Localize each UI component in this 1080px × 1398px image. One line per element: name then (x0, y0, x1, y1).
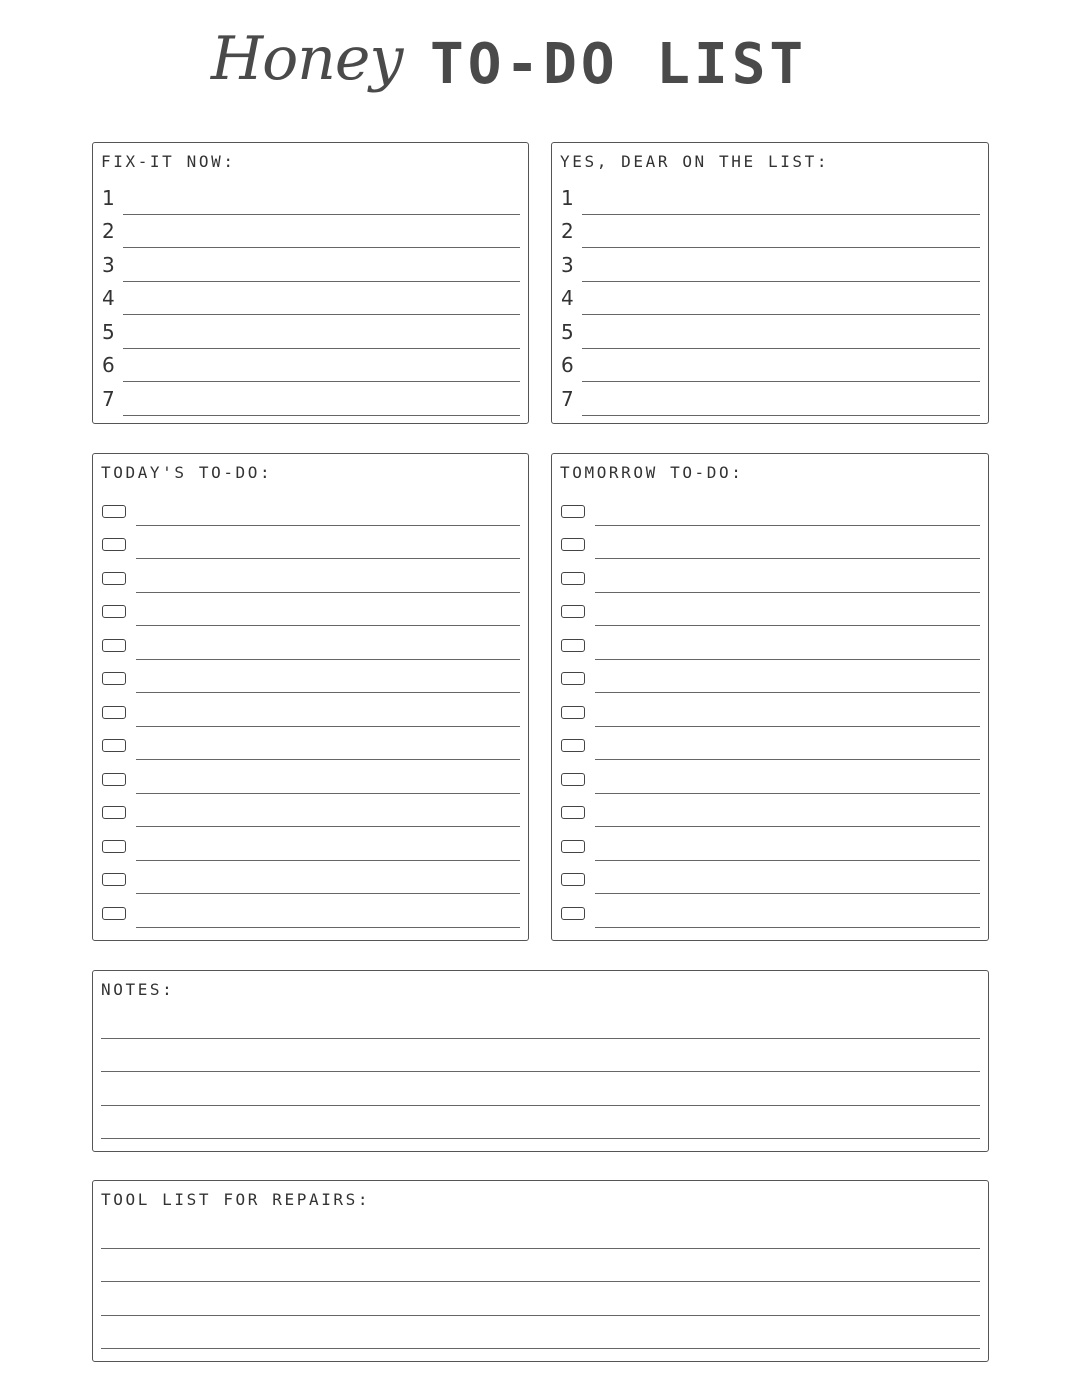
yes-dear-row-number: 1 (561, 185, 574, 210)
notes-row (93, 1106, 988, 1140)
tomorrow-todo-heading: TOMORROW TO-DO: (560, 463, 744, 482)
yes-dear-row-number: 5 (561, 319, 574, 344)
yes-dear-row-number: 7 (561, 386, 574, 411)
yes-dear-row-number: 2 (561, 219, 574, 243)
yes-dear-row-number: 4 (561, 286, 574, 310)
tomorrow-todo-item (552, 559, 988, 593)
tomorrow-todo-checkbox[interactable] (561, 806, 585, 819)
tool-list-write-line[interactable] (101, 1348, 980, 1349)
tomorrow-todo-checkbox[interactable] (561, 505, 585, 518)
tomorrow-todo-checkbox[interactable] (561, 706, 585, 719)
fix-it-now-row (93, 215, 528, 249)
tomorrow-todo-checkbox[interactable] (561, 639, 585, 652)
todays-todo-heading: TODAY'S TO-DO: (101, 463, 273, 482)
fix-it-now-row-number: 5 (102, 319, 115, 344)
tomorrow-todo-item (552, 727, 988, 761)
todays-todo-item (93, 526, 528, 560)
yes-dear-row (552, 215, 988, 249)
tomorrow-todo-item (552, 526, 988, 560)
tomorrow-todo-checkbox[interactable] (561, 773, 585, 786)
fix-it-now-row (93, 349, 528, 383)
tomorrow-todo-checkbox[interactable] (561, 907, 585, 920)
tomorrow-todo-checkbox[interactable] (561, 840, 585, 853)
todays-todo-section (92, 453, 529, 941)
yes-dear-row (552, 349, 988, 383)
fix-it-now-section (92, 142, 529, 424)
yes-dear-row (552, 382, 988, 416)
todays-todo-item (93, 861, 528, 895)
todays-todo-checkbox[interactable] (102, 840, 126, 853)
title-script-word: Honey (210, 24, 403, 94)
fix-it-now-heading: FIX-IT NOW: (101, 152, 236, 171)
tomorrow-todo-item (552, 861, 988, 895)
todays-todo-item (93, 626, 528, 660)
fix-it-now-row (93, 282, 528, 316)
tomorrow-todo-section (551, 453, 989, 941)
todays-todo-checkbox[interactable] (102, 806, 126, 819)
tomorrow-todo-write-line[interactable] (595, 927, 980, 928)
todays-todo-item (93, 593, 528, 627)
notes-row (93, 1039, 988, 1073)
yes-dear-row-number: 3 (561, 252, 574, 277)
fix-it-now-row (93, 248, 528, 282)
fix-it-now-write-line[interactable] (123, 415, 520, 416)
fix-it-now-row-number: 7 (102, 386, 115, 411)
todays-todo-write-line[interactable] (136, 927, 520, 928)
tomorrow-todo-checkbox[interactable] (561, 672, 585, 685)
fix-it-now-row (93, 181, 528, 215)
tomorrow-todo-item (552, 593, 988, 627)
todays-todo-item (93, 894, 528, 928)
todays-todo-item (93, 492, 528, 526)
title-main-text: TO-DO LIST (429, 32, 808, 97)
todays-todo-checkbox[interactable] (102, 538, 126, 551)
todays-todo-checkbox[interactable] (102, 706, 126, 719)
todays-todo-checkbox[interactable] (102, 672, 126, 685)
tool-list-row (93, 1215, 988, 1249)
todays-todo-item (93, 827, 528, 861)
tomorrow-todo-item (552, 693, 988, 727)
notes-row (93, 1005, 988, 1039)
tomorrow-todo-item (552, 827, 988, 861)
yes-dear-row-number: 6 (561, 353, 574, 377)
notes-row (93, 1072, 988, 1106)
todays-todo-item (93, 693, 528, 727)
fix-it-now-row (93, 315, 528, 349)
tomorrow-todo-item (552, 760, 988, 794)
yes-dear-row (552, 248, 988, 282)
todays-todo-checkbox[interactable] (102, 605, 126, 618)
fix-it-now-row (93, 382, 528, 416)
todays-todo-item (93, 559, 528, 593)
tool-list-row (93, 1282, 988, 1316)
notes-section (92, 970, 989, 1152)
todays-todo-item (93, 660, 528, 694)
yes-dear-write-line[interactable] (582, 415, 980, 416)
tomorrow-todo-checkbox[interactable] (561, 572, 585, 585)
yes-dear-row (552, 282, 988, 316)
todays-todo-checkbox[interactable] (102, 907, 126, 920)
todays-todo-checkbox[interactable] (102, 639, 126, 652)
page-title (0, 24, 1080, 118)
todays-todo-checkbox[interactable] (102, 505, 126, 518)
fix-it-now-row-number: 3 (102, 252, 115, 277)
todays-todo-checkbox[interactable] (102, 873, 126, 886)
tomorrow-todo-item (552, 660, 988, 694)
fix-it-now-row-number: 2 (102, 219, 115, 243)
yes-dear-section (551, 142, 989, 424)
todays-todo-checkbox[interactable] (102, 773, 126, 786)
yes-dear-row (552, 181, 988, 215)
tool-list-section (92, 1180, 989, 1362)
tomorrow-todo-checkbox[interactable] (561, 873, 585, 886)
notes-write-line[interactable] (101, 1138, 980, 1139)
tomorrow-todo-checkbox[interactable] (561, 739, 585, 752)
tomorrow-todo-item (552, 626, 988, 660)
yes-dear-row (552, 315, 988, 349)
tomorrow-todo-item (552, 492, 988, 526)
yes-dear-heading: YES, DEAR ON THE LIST: (560, 152, 830, 171)
fix-it-now-row-number: 4 (102, 286, 115, 310)
todays-todo-checkbox[interactable] (102, 739, 126, 752)
fix-it-now-row-number: 6 (102, 353, 115, 377)
tool-list-row (93, 1249, 988, 1283)
todays-todo-checkbox[interactable] (102, 572, 126, 585)
notes-heading: NOTES: (101, 980, 175, 999)
tomorrow-todo-item (552, 894, 988, 928)
tomorrow-todo-checkbox[interactable] (561, 605, 585, 618)
tomorrow-todo-item (552, 794, 988, 828)
todays-todo-item (93, 727, 528, 761)
fix-it-now-row-number: 1 (102, 185, 115, 210)
tool-list-heading: TOOL LIST FOR REPAIRS: (101, 1190, 371, 1209)
tomorrow-todo-checkbox[interactable] (561, 538, 585, 551)
todays-todo-item (93, 794, 528, 828)
tool-list-row (93, 1316, 988, 1350)
todays-todo-item (93, 760, 528, 794)
